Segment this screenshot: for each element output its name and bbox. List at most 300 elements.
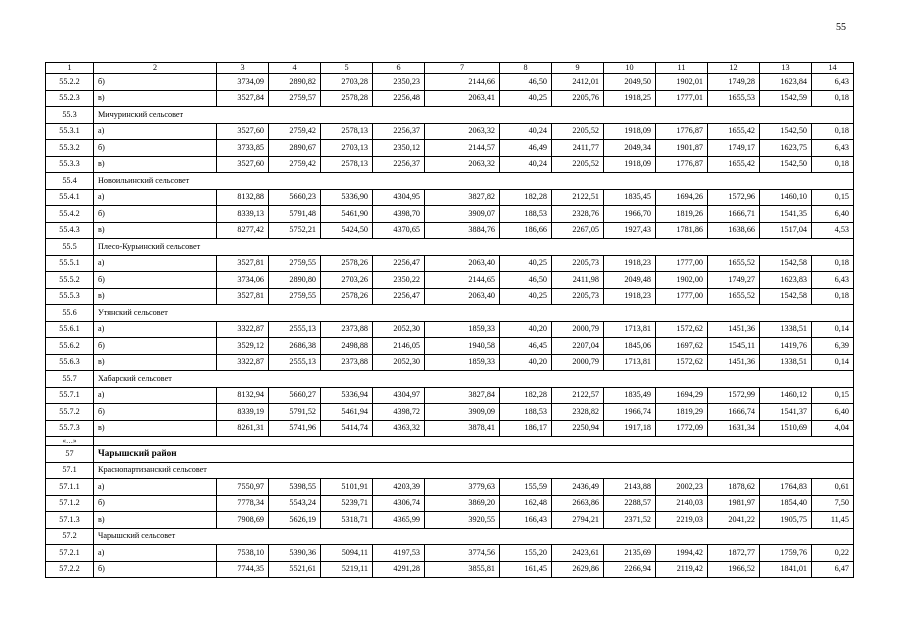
value-cell: 8261,31 bbox=[217, 420, 269, 437]
value-cell: 1541,37 bbox=[760, 404, 812, 421]
value-cell: 1777,00 bbox=[656, 255, 708, 272]
table-row bbox=[46, 420, 854, 437]
region-row bbox=[46, 446, 854, 463]
value-cell: 3878,41 bbox=[425, 420, 500, 437]
table-row bbox=[46, 90, 854, 107]
value-cell: 2063,32 bbox=[425, 156, 500, 173]
value-cell: 40,24 bbox=[500, 156, 552, 173]
value-cell: 3827,82 bbox=[425, 189, 500, 206]
value-cell: 2256,47 bbox=[373, 255, 425, 272]
value-cell: 1460,10 bbox=[760, 189, 812, 206]
data-table bbox=[45, 62, 854, 578]
value-cell: 1749,17 bbox=[708, 140, 760, 157]
value-cell: 0,18 bbox=[812, 255, 854, 272]
value-cell: 1845,06 bbox=[604, 338, 656, 355]
table-row bbox=[46, 545, 854, 562]
value-cell: 1542,58 bbox=[760, 255, 812, 272]
section-row bbox=[46, 239, 854, 256]
value-cell: 2411,77 bbox=[552, 140, 604, 157]
value-cell: 1545,11 bbox=[708, 338, 760, 355]
section-name: Краснопартизанский сельсовет bbox=[94, 462, 854, 479]
value-cell: 2578,13 bbox=[321, 123, 373, 140]
value-cell: 3909,07 bbox=[425, 206, 500, 223]
value-cell: 0,14 bbox=[812, 321, 854, 338]
value-cell: 1872,77 bbox=[708, 545, 760, 562]
value-cell: 4197,53 bbox=[373, 545, 425, 562]
section-code: 55.3 bbox=[46, 107, 94, 124]
row-code: 55.3.1 bbox=[46, 123, 94, 140]
value-cell: 1966,52 bbox=[708, 561, 760, 578]
value-cell: 3827,84 bbox=[425, 387, 500, 404]
value-cell: 1966,74 bbox=[604, 404, 656, 421]
value-cell: 5461,90 bbox=[321, 206, 373, 223]
value-cell: 8132,94 bbox=[217, 387, 269, 404]
value-cell: 1666,74 bbox=[708, 404, 760, 421]
value-cell: 1572,62 bbox=[656, 354, 708, 371]
value-cell: 1666,71 bbox=[708, 206, 760, 223]
value-cell: 5626,19 bbox=[269, 512, 321, 529]
value-cell: 5660,23 bbox=[269, 189, 321, 206]
row-variant: в) bbox=[94, 288, 217, 305]
value-cell: 1338,51 bbox=[760, 354, 812, 371]
value-cell: 2411,98 bbox=[552, 272, 604, 289]
table-row bbox=[46, 354, 854, 371]
section-code: 57.1 bbox=[46, 462, 94, 479]
value-cell: 2288,57 bbox=[604, 495, 656, 512]
row-code: 55.2.3 bbox=[46, 90, 94, 107]
value-cell: 186,17 bbox=[500, 420, 552, 437]
value-cell: 2256,37 bbox=[373, 156, 425, 173]
row-code: 55.5.1 bbox=[46, 255, 94, 272]
value-cell: 2144,66 bbox=[425, 74, 500, 91]
value-cell: 1338,51 bbox=[760, 321, 812, 338]
value-cell: 2207,04 bbox=[552, 338, 604, 355]
value-cell: 1918,23 bbox=[604, 255, 656, 272]
value-cell: 40,20 bbox=[500, 321, 552, 338]
column-header: 9 bbox=[552, 63, 604, 74]
value-cell: 1749,28 bbox=[708, 74, 760, 91]
value-cell: 2000,79 bbox=[552, 354, 604, 371]
row-variant: в) bbox=[94, 354, 217, 371]
value-cell: 6,43 bbox=[812, 74, 854, 91]
value-cell: 1859,33 bbox=[425, 321, 500, 338]
value-cell: 6,39 bbox=[812, 338, 854, 355]
value-cell: 2890,82 bbox=[269, 74, 321, 91]
row-variant: б) bbox=[94, 74, 217, 91]
column-header: 10 bbox=[604, 63, 656, 74]
value-cell: 1623,83 bbox=[760, 272, 812, 289]
section-name: Мичуринский сельсовет bbox=[94, 107, 854, 124]
value-cell: 2686,38 bbox=[269, 338, 321, 355]
value-cell: 46,50 bbox=[500, 272, 552, 289]
section-row bbox=[46, 107, 854, 124]
value-cell: 2890,67 bbox=[269, 140, 321, 157]
value-cell: 182,28 bbox=[500, 387, 552, 404]
value-cell: 1902,00 bbox=[656, 272, 708, 289]
value-cell: 1655,53 bbox=[708, 90, 760, 107]
value-cell: 2205,73 bbox=[552, 288, 604, 305]
table-row bbox=[46, 123, 854, 140]
value-cell: 2144,57 bbox=[425, 140, 500, 157]
value-cell: 5318,71 bbox=[321, 512, 373, 529]
value-cell: 3527,60 bbox=[217, 156, 269, 173]
value-cell: 4398,72 bbox=[373, 404, 425, 421]
value-cell: 1940,58 bbox=[425, 338, 500, 355]
value-cell: 2759,42 bbox=[269, 156, 321, 173]
value-cell: 46,50 bbox=[500, 74, 552, 91]
value-cell: 4365,99 bbox=[373, 512, 425, 529]
value-cell: 2578,26 bbox=[321, 288, 373, 305]
value-cell: 2256,47 bbox=[373, 288, 425, 305]
value-cell: 0,22 bbox=[812, 545, 854, 562]
value-cell: 4203,39 bbox=[373, 479, 425, 496]
value-cell: 2205,52 bbox=[552, 123, 604, 140]
value-cell: 2371,52 bbox=[604, 512, 656, 529]
row-variant: а) bbox=[94, 189, 217, 206]
value-cell: 1542,59 bbox=[760, 90, 812, 107]
value-cell: 4398,70 bbox=[373, 206, 425, 223]
value-cell: 1981,97 bbox=[708, 495, 760, 512]
value-cell: 1994,42 bbox=[656, 545, 708, 562]
value-cell: 6,40 bbox=[812, 404, 854, 421]
value-cell: 3920,55 bbox=[425, 512, 500, 529]
section-code: 55.4 bbox=[46, 173, 94, 190]
value-cell: 1713,81 bbox=[604, 354, 656, 371]
row-variant: а) bbox=[94, 123, 217, 140]
value-cell: 1966,70 bbox=[604, 206, 656, 223]
value-cell: 8339,19 bbox=[217, 404, 269, 421]
value-cell: 1917,18 bbox=[604, 420, 656, 437]
value-cell: 5094,11 bbox=[321, 545, 373, 562]
value-cell: 2049,48 bbox=[604, 272, 656, 289]
value-cell: 6,40 bbox=[812, 206, 854, 223]
value-cell: 2256,37 bbox=[373, 123, 425, 140]
section-name: Утянский сельсовет bbox=[94, 305, 854, 322]
row-variant: а) bbox=[94, 479, 217, 496]
value-cell: 3322,87 bbox=[217, 354, 269, 371]
value-cell: 4304,97 bbox=[373, 387, 425, 404]
value-cell: 1901,87 bbox=[656, 140, 708, 157]
row-code: 55.7.1 bbox=[46, 387, 94, 404]
value-cell: 3855,81 bbox=[425, 561, 500, 578]
ellipsis-fill bbox=[94, 437, 854, 446]
row-variant: б) bbox=[94, 206, 217, 223]
section-row bbox=[46, 371, 854, 388]
value-cell: 3779,63 bbox=[425, 479, 500, 496]
row-variant: а) bbox=[94, 387, 217, 404]
value-cell: 2663,86 bbox=[552, 495, 604, 512]
value-cell: 2350,12 bbox=[373, 140, 425, 157]
value-cell: 1694,29 bbox=[656, 387, 708, 404]
value-cell: 8339,13 bbox=[217, 206, 269, 223]
value-cell: 3869,20 bbox=[425, 495, 500, 512]
row-variant: б) bbox=[94, 561, 217, 578]
value-cell: 2703,28 bbox=[321, 74, 373, 91]
value-cell: 2041,22 bbox=[708, 512, 760, 529]
section-name: Хабарский сельсовет bbox=[94, 371, 854, 388]
value-cell: 1781,86 bbox=[656, 222, 708, 239]
value-cell: 2328,76 bbox=[552, 206, 604, 223]
row-code: 55.5.2 bbox=[46, 272, 94, 289]
row-variant: в) bbox=[94, 156, 217, 173]
value-cell: 5101,91 bbox=[321, 479, 373, 496]
value-cell: 3909,09 bbox=[425, 404, 500, 421]
value-cell: 7908,69 bbox=[217, 512, 269, 529]
value-cell: 2267,05 bbox=[552, 222, 604, 239]
value-cell: 7,50 bbox=[812, 495, 854, 512]
value-cell: 2423,61 bbox=[552, 545, 604, 562]
section-code: 55.5 bbox=[46, 239, 94, 256]
value-cell: 1759,76 bbox=[760, 545, 812, 562]
value-cell: 5398,55 bbox=[269, 479, 321, 496]
row-code: 55.4.3 bbox=[46, 222, 94, 239]
value-cell: 2703,26 bbox=[321, 272, 373, 289]
row-variant: в) bbox=[94, 222, 217, 239]
value-cell: 0,18 bbox=[812, 288, 854, 305]
value-cell: 2578,13 bbox=[321, 156, 373, 173]
table-row bbox=[46, 156, 854, 173]
value-cell: 2205,52 bbox=[552, 156, 604, 173]
value-cell: 46,49 bbox=[500, 140, 552, 157]
section-row bbox=[46, 528, 854, 545]
value-cell: 3733,85 bbox=[217, 140, 269, 157]
column-header: 3 bbox=[217, 63, 269, 74]
value-cell: 1902,01 bbox=[656, 74, 708, 91]
value-cell: 3529,12 bbox=[217, 338, 269, 355]
section-row bbox=[46, 462, 854, 479]
value-cell: 11,45 bbox=[812, 512, 854, 529]
value-cell: 1776,87 bbox=[656, 123, 708, 140]
section-code: 55.6 bbox=[46, 305, 94, 322]
value-cell: 2146,05 bbox=[373, 338, 425, 355]
column-header: 1 bbox=[46, 63, 94, 74]
value-cell: 46,45 bbox=[500, 338, 552, 355]
table-row bbox=[46, 140, 854, 157]
table-row bbox=[46, 561, 854, 578]
value-cell: 2794,21 bbox=[552, 512, 604, 529]
value-cell: 3527,81 bbox=[217, 255, 269, 272]
value-cell: 2000,79 bbox=[552, 321, 604, 338]
table-row bbox=[46, 222, 854, 239]
column-header: 12 bbox=[708, 63, 760, 74]
value-cell: 3884,76 bbox=[425, 222, 500, 239]
value-cell: 1542,50 bbox=[760, 123, 812, 140]
value-cell: 5390,36 bbox=[269, 545, 321, 562]
value-cell: 0,15 bbox=[812, 189, 854, 206]
row-variant: в) bbox=[94, 90, 217, 107]
value-cell: 162,48 bbox=[500, 495, 552, 512]
section-code: 55.7 bbox=[46, 371, 94, 388]
value-cell: 5521,61 bbox=[269, 561, 321, 578]
value-cell: 2063,32 bbox=[425, 123, 500, 140]
value-cell: 4363,32 bbox=[373, 420, 425, 437]
value-cell: 2119,42 bbox=[656, 561, 708, 578]
value-cell: 0,18 bbox=[812, 156, 854, 173]
row-variant: в) bbox=[94, 420, 217, 437]
row-code: 57.2.1 bbox=[46, 545, 94, 562]
table-row bbox=[46, 479, 854, 496]
value-cell: 5660,27 bbox=[269, 387, 321, 404]
table-row bbox=[46, 288, 854, 305]
value-cell: 2063,40 bbox=[425, 288, 500, 305]
value-cell: 4,53 bbox=[812, 222, 854, 239]
value-cell: 2412,01 bbox=[552, 74, 604, 91]
value-cell: 1776,87 bbox=[656, 156, 708, 173]
row-variant: б) bbox=[94, 338, 217, 355]
table-row bbox=[46, 272, 854, 289]
value-cell: 2555,13 bbox=[269, 354, 321, 371]
value-cell: 5424,50 bbox=[321, 222, 373, 239]
value-cell: 40,25 bbox=[500, 255, 552, 272]
row-code: 57.1.1 bbox=[46, 479, 94, 496]
value-cell: 2063,40 bbox=[425, 255, 500, 272]
row-code: 55.3.2 bbox=[46, 140, 94, 157]
column-header: 11 bbox=[656, 63, 708, 74]
value-cell: 1841,01 bbox=[760, 561, 812, 578]
row-code: 55.6.1 bbox=[46, 321, 94, 338]
value-cell: 2122,57 bbox=[552, 387, 604, 404]
value-cell: 4306,74 bbox=[373, 495, 425, 512]
page-number: 55 bbox=[836, 22, 846, 33]
value-cell: 2350,23 bbox=[373, 74, 425, 91]
table-row bbox=[46, 255, 854, 272]
value-cell: 5752,21 bbox=[269, 222, 321, 239]
value-cell: 1854,40 bbox=[760, 495, 812, 512]
value-cell: 2759,55 bbox=[269, 255, 321, 272]
value-cell: 1713,81 bbox=[604, 321, 656, 338]
value-cell: 1572,96 bbox=[708, 189, 760, 206]
value-cell: 1764,83 bbox=[760, 479, 812, 496]
column-header: 13 bbox=[760, 63, 812, 74]
column-header: 7 bbox=[425, 63, 500, 74]
row-variant: а) bbox=[94, 545, 217, 562]
value-cell: 1878,62 bbox=[708, 479, 760, 496]
table-row bbox=[46, 387, 854, 404]
column-header: 6 bbox=[373, 63, 425, 74]
value-cell: 7538,10 bbox=[217, 545, 269, 562]
value-cell: 40,25 bbox=[500, 90, 552, 107]
value-cell: 5414,74 bbox=[321, 420, 373, 437]
value-cell: 1655,42 bbox=[708, 123, 760, 140]
value-cell: 2890,80 bbox=[269, 272, 321, 289]
value-cell: 2205,76 bbox=[552, 90, 604, 107]
value-cell: 4291,28 bbox=[373, 561, 425, 578]
value-cell: 1835,49 bbox=[604, 387, 656, 404]
value-cell: 5791,52 bbox=[269, 404, 321, 421]
row-variant: а) bbox=[94, 321, 217, 338]
value-cell: 40,20 bbox=[500, 354, 552, 371]
value-cell: 2703,13 bbox=[321, 140, 373, 157]
value-cell: 1451,36 bbox=[708, 321, 760, 338]
value-cell: 4370,65 bbox=[373, 222, 425, 239]
row-code: 55.3.3 bbox=[46, 156, 94, 173]
value-cell: 1835,45 bbox=[604, 189, 656, 206]
column-header: 8 bbox=[500, 63, 552, 74]
value-cell: 161,45 bbox=[500, 561, 552, 578]
value-cell: 2266,94 bbox=[604, 561, 656, 578]
row-code: 57.2.2 bbox=[46, 561, 94, 578]
value-cell: 7550,97 bbox=[217, 479, 269, 496]
value-cell: 1655,42 bbox=[708, 156, 760, 173]
value-cell: 1655,52 bbox=[708, 288, 760, 305]
row-code: 57.1.3 bbox=[46, 512, 94, 529]
value-cell: 2578,26 bbox=[321, 255, 373, 272]
section-row bbox=[46, 305, 854, 322]
value-cell: 2498,88 bbox=[321, 338, 373, 355]
value-cell: 0,14 bbox=[812, 354, 854, 371]
value-cell: 2205,73 bbox=[552, 255, 604, 272]
row-variant: б) bbox=[94, 272, 217, 289]
column-header: 2 bbox=[94, 63, 217, 74]
value-cell: 2436,49 bbox=[552, 479, 604, 496]
value-cell: 1927,43 bbox=[604, 222, 656, 239]
value-cell: 3527,81 bbox=[217, 288, 269, 305]
value-cell: 3322,87 bbox=[217, 321, 269, 338]
value-cell: 3527,60 bbox=[217, 123, 269, 140]
value-cell: 2144,65 bbox=[425, 272, 500, 289]
table-row bbox=[46, 495, 854, 512]
value-cell: 3734,09 bbox=[217, 74, 269, 91]
value-cell: 7744,35 bbox=[217, 561, 269, 578]
value-cell: 5741,96 bbox=[269, 420, 321, 437]
ellipsis-row bbox=[46, 437, 854, 446]
value-cell: 2555,13 bbox=[269, 321, 321, 338]
table-row bbox=[46, 189, 854, 206]
value-cell: 8132,88 bbox=[217, 189, 269, 206]
row-code: 55.4.1 bbox=[46, 189, 94, 206]
value-cell: 1542,50 bbox=[760, 156, 812, 173]
value-cell: 0,18 bbox=[812, 123, 854, 140]
value-cell: 5239,71 bbox=[321, 495, 373, 512]
row-code: 55.4.2 bbox=[46, 206, 94, 223]
value-cell: 1918,09 bbox=[604, 123, 656, 140]
value-cell: 1697,62 bbox=[656, 338, 708, 355]
value-cell: 2759,57 bbox=[269, 90, 321, 107]
value-cell: 2250,94 bbox=[552, 420, 604, 437]
section-code: 57.2 bbox=[46, 528, 94, 545]
value-cell: 6,43 bbox=[812, 272, 854, 289]
value-cell: 4,04 bbox=[812, 420, 854, 437]
value-cell: 2350,22 bbox=[373, 272, 425, 289]
row-code: 57.1.2 bbox=[46, 495, 94, 512]
row-code: 55.6.3 bbox=[46, 354, 94, 371]
value-cell: 2049,34 bbox=[604, 140, 656, 157]
value-cell: 1777,01 bbox=[656, 90, 708, 107]
value-cell: 2256,48 bbox=[373, 90, 425, 107]
table-header-row bbox=[46, 63, 854, 74]
section-row bbox=[46, 173, 854, 190]
table-row bbox=[46, 512, 854, 529]
value-cell: 1749,27 bbox=[708, 272, 760, 289]
value-cell: 6,47 bbox=[812, 561, 854, 578]
value-cell: 1572,99 bbox=[708, 387, 760, 404]
value-cell: 1542,58 bbox=[760, 288, 812, 305]
value-cell: 2373,88 bbox=[321, 354, 373, 371]
value-cell: 7778,34 bbox=[217, 495, 269, 512]
value-cell: 5336,90 bbox=[321, 189, 373, 206]
section-name: Чарышский сельсовет bbox=[94, 528, 854, 545]
value-cell: 1905,75 bbox=[760, 512, 812, 529]
value-cell: 2373,88 bbox=[321, 321, 373, 338]
section-name: Плесо-Курьинский сельсовет bbox=[94, 239, 854, 256]
value-cell: 3774,56 bbox=[425, 545, 500, 562]
row-variant: б) bbox=[94, 140, 217, 157]
value-cell: 188,53 bbox=[500, 404, 552, 421]
row-variant: б) bbox=[94, 404, 217, 421]
value-cell: 2759,42 bbox=[269, 123, 321, 140]
value-cell: 1859,33 bbox=[425, 354, 500, 371]
value-cell: 1819,26 bbox=[656, 206, 708, 223]
